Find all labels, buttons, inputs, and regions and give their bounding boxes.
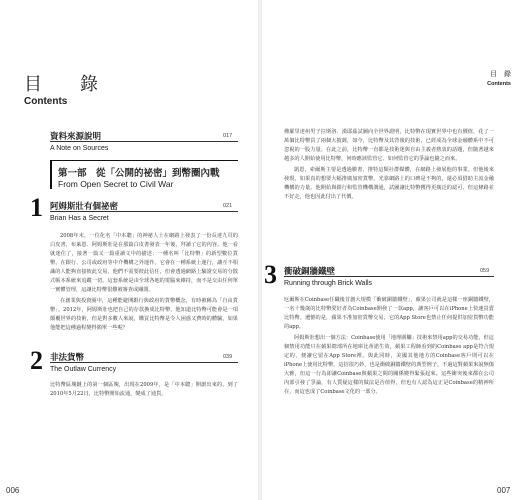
part-marker-bar bbox=[50, 160, 52, 189]
chapter2-summary bbox=[50, 381, 238, 401]
sources-rule bbox=[50, 141, 238, 142]
chapter3-paragraph: 阿姆斯壯想出一個方法：Coinbase使用「地理圍欄」技術來禁用app的交易功能，但這個禁用功能只在蘋果總部所在地庫比蒂諾生效，蘋果工程師看到的Coinbase app是符合規定的，便讓它留在App Store裡。與此同時，美國其他地方的Coinbase客戶則可以在iPhone上使用比特幣，這招很巧妙，也是衝破銅牆鐵壁的典型例子。不過這對蘋果來說無傷大雅，但這一行為卻讓Coinbase與蘋果之間的關係變得緊張起來。這些衝突後來都在公司內部引發了爭論，有人質疑這樣的做法是否值得，但也有人認為這正是Coinbase的精神所在，而這也成了Coinbase文化的一部分。 bbox=[284, 335, 494, 395]
chapter2-rule bbox=[50, 362, 238, 363]
chapter2-page: 039 bbox=[223, 354, 233, 360]
chapter3-title-en: Running through Brick Walls bbox=[284, 280, 373, 287]
chapter2-title-en: The Outlaw Currency bbox=[50, 366, 117, 373]
folio-right: 007 bbox=[497, 486, 511, 495]
left-page bbox=[0, 0, 258, 500]
continued-paragraph: 凱恩，索爾斯主要是透過臉書、推特這類社群媒體，在網路上發展他的事業。但他後來發現，如果真的想要大幅推廣加密貨幣，光靠網路上的口碑是不夠的，還必須借助主流金融機構的力量。他開始與銀行和監管機構溝通，試圖讓比特幣獲得更廣泛的認可，但這條路並不好走，他也因此付出了代價。 bbox=[284, 167, 494, 200]
sources-title: 資料來源說明 bbox=[50, 132, 102, 142]
continued-paragraph: 佛羅里達州男子拉斯洛．漢耶茲試圖向全世界證明，比特幣在現實世界中也有價值，花了一萬個比特幣買了兩個大披薩，如今，比特幣及其背後的技術，已經成為全球金融體系中不可忽視的一股力量。在此之前，比特幣一直都是技術迷與自由主義者熱衷的話題，但隨著越來越多的人開始使用比特幣，何時應該監管它、如何監管它的爭論也隨之而來。 bbox=[284, 129, 494, 162]
toc-title: 目 錄 bbox=[24, 74, 108, 95]
chapter3-page: 059 bbox=[480, 268, 490, 274]
chapter1-title-en: Brian Has a Secret bbox=[50, 215, 109, 222]
chapter1-page: 021 bbox=[223, 203, 233, 209]
chapter1-summary bbox=[50, 232, 238, 334]
toc-title-en: Contents bbox=[24, 96, 68, 107]
running-head: 目 錄 bbox=[490, 70, 511, 78]
chapter2-number: 2 bbox=[30, 346, 43, 375]
right-page bbox=[262, 0, 520, 500]
folio-left: 006 bbox=[6, 486, 20, 495]
part-rule bbox=[50, 160, 238, 161]
chapter2-paragraph: 比特幣區塊鏈上的第一個區塊，出現在2009年，是「中本聰」開創出來的，到了2010年5月22日，比特幣開始流通，變成了通貨。 bbox=[50, 382, 238, 397]
chapter3-rule bbox=[284, 276, 494, 277]
sources-title-en: A Note on Sources bbox=[50, 145, 109, 152]
running-head-en: Contents bbox=[487, 81, 511, 87]
part1-title-en: From Open Secret to Civil War bbox=[58, 179, 174, 189]
chapter3-summary bbox=[284, 296, 494, 406]
chapter1-number: 1 bbox=[30, 193, 43, 222]
chapter3-title: 衝破銅牆鐵壁 bbox=[284, 267, 336, 277]
sources-page: 017 bbox=[223, 133, 233, 139]
chapter2-title: 非法貨幣 bbox=[50, 353, 85, 363]
chapter2-summary-continued bbox=[284, 128, 494, 248]
chapter1-title: 阿姆斯壯有個祕密 bbox=[50, 202, 119, 212]
chapter1-paragraph: 在創業與投資圈中，這種能避開銀行與政府的貨幣概念，有時被稱為「自由貨幣」。2012年，阿姆斯壯也把自己的存款換成比特幣，他知道比特幣可能會是一項顛覆世界的技術，但是對多數人來說，購買比特幣是令人困惑又費時的體驗，如果他能把這種過程變得簡單一些呢？ bbox=[50, 298, 238, 331]
chapter1-paragraph: 2008年末，一位化名「中本聰」的神祕人士在網路上發表了一份長達九頁的白皮書，布萊恩．阿姆斯壯是在那篇白皮書發表一年後，拜讀了它的內容。他一看就迷住了，接著一篇又一篇重讀文中的描述：一種名叫「比特幣」的新型數位貨幣，在銀行、公司或政府等中介機構之外運作。它會在一種系統上運行，讓互不相識的人能夠直接彼此交易，他們不需要彼此信任，但會透過網路上驗證交易的分散式帳本系統來追蹤一切。這套系統是由全球各地的電腦來維持，而不是交由任何單一實體管理，這讓比特幣很難被審查或關閉。 bbox=[50, 233, 238, 293]
part1-title: 第一部 從「公開的祕密」到幣圈內戰 bbox=[58, 168, 220, 179]
chapter1-rule bbox=[50, 211, 238, 212]
chapter3-number: 3 bbox=[264, 260, 277, 289]
chapter3-paragraph: 厄爾斯在Coinbase任職後首創大規模「衝破銅牆鐵壁」，蘋果公司就是這樣一座銅牆鐵壁，一名十幾歲的比特幣愛好者為Coinbase開發了一款app，讓客戶可以在iPhone上快速買賣比特幣。遺憾的是，蘋果不准加密貨幣交易，它的App Store也禁止任何提供加密貨幣功能的app。 bbox=[284, 297, 494, 330]
